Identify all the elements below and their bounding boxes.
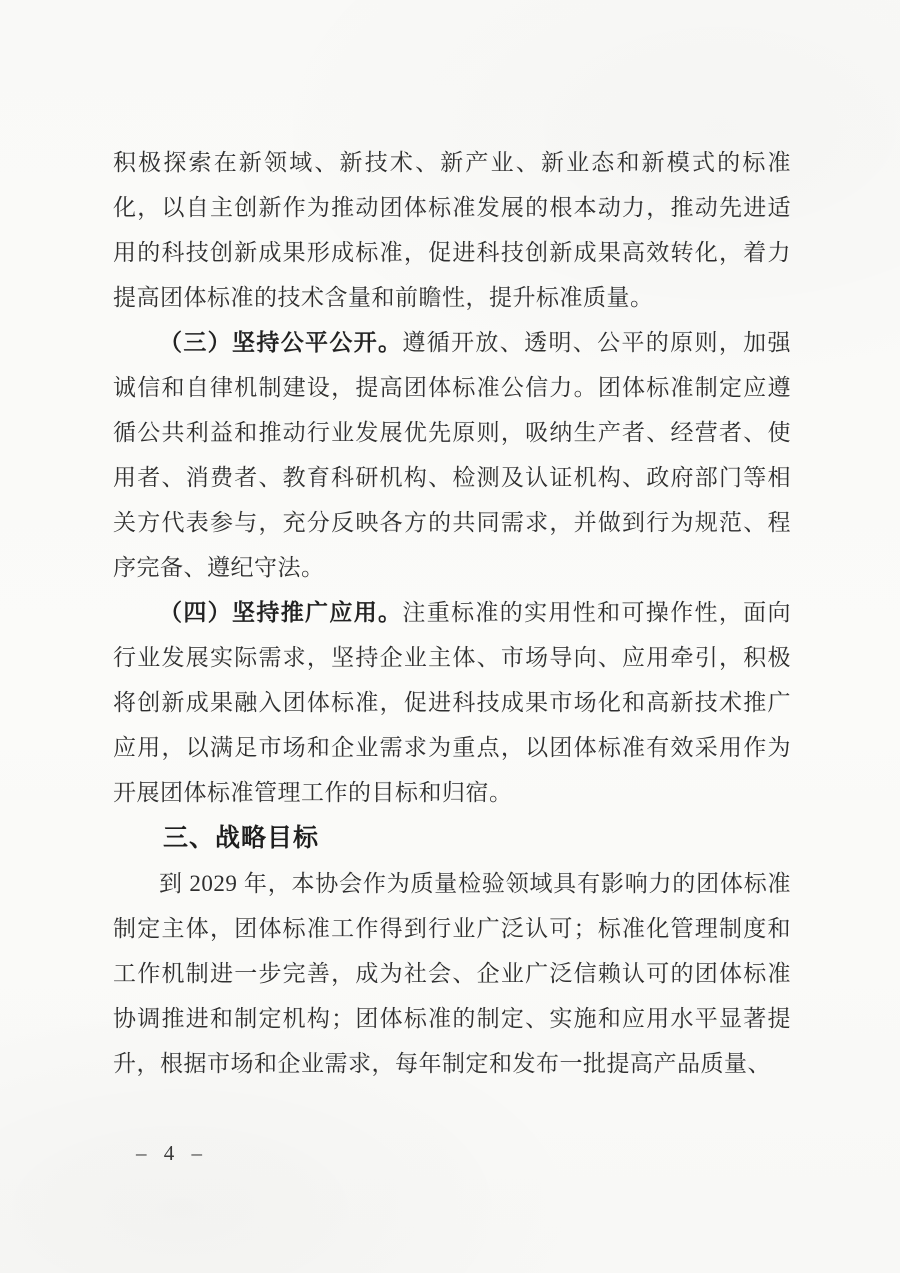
document-body [113,140,791,1086]
paragraph-text: 到 2029 年，本协会作为质量检验领域具有影响力的团体标准制定主体，团体标准工作得到行业广泛认可；标准化管理制度和工作机制进一步完善，成为社会、企业广泛信赖认可的团体标准协调推进和制定机构；团体标准的制定、实施和应用水平显著提升，根据市场和企业需求，每年制定和发布一批提高产品质量、 [113,871,791,1076]
paragraph-text: 积极探索在新领域、新技术、新产业、新业态和新模式的标准化，以自主创新作为推动团体标准发展的根本动力，推动先进适用的科技创新成果形成标准，促进科技创新成果高效转化，着力提高团体标准的技术含量和前瞻性，提升标准质量。 [113,150,791,310]
paragraph-lead: （三）坚持公平公开。 [159,329,403,355]
paragraph-principle-3 [113,320,791,590]
paragraph-principle-4 [113,590,791,815]
paragraph-text: 遵循开放、透明、公平的原则，加强诚信和自律机制建设，提高团体标准公信力。团体标准制定应遵循公共利益和推动行业发展优先原则，吸纳生产者、经营者、使用者、消费者、教育科研机构、检测及认证机构、政府部门等相关方代表参与，充分反映各方的共同需求，并做到行为规范、程序完备、遵纪守法。 [113,330,792,580]
section-heading-strategic-goals: 三、战略目标 [163,824,320,852]
paragraph-text: 注重标准的实用性和可操作性，面向行业发展实际需求，坚持企业主体、市场导向、应用牵引，积极将创新成果融入团体标准，促进科技成果市场化和高新技术推广应用，以满足市场和企业需求为重点，以团体标准有效采用作为开展团体标准管理工作的目标和归宿。 [113,600,792,805]
paragraph-lead: （四）坚持推广应用。 [159,599,403,625]
paragraph-goals [113,861,791,1086]
paragraph-continuation [113,140,791,320]
page-number: – 4 – [136,1141,208,1165]
